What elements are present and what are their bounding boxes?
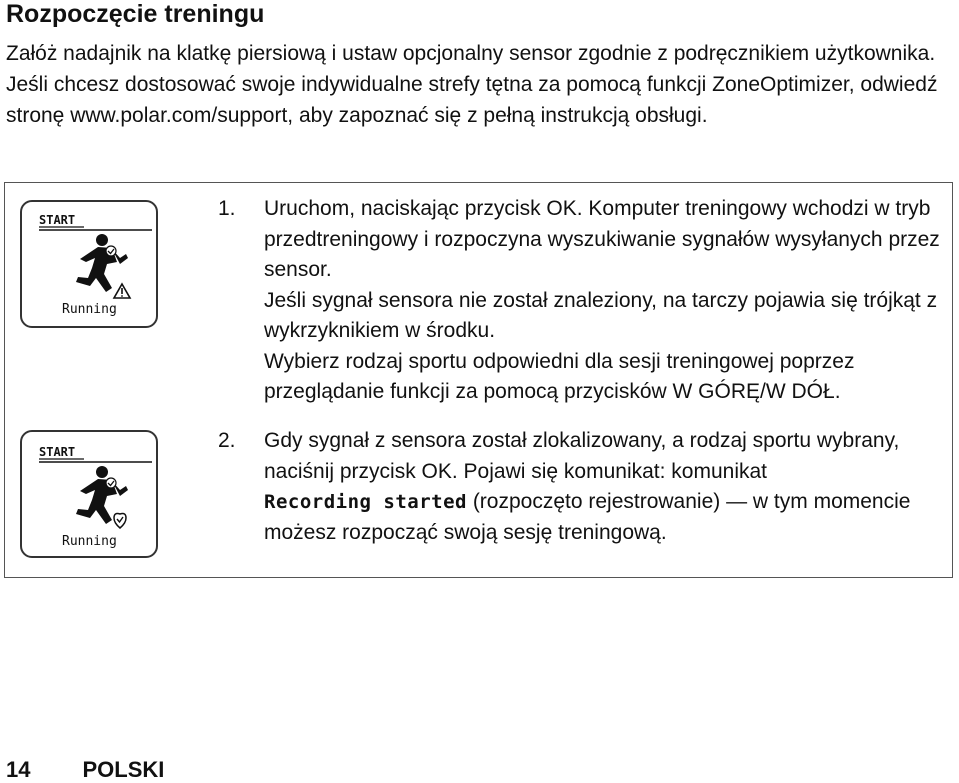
- device-screen-1: [20, 200, 158, 328]
- page-footer: [6, 757, 164, 783]
- runner-icon: [76, 234, 128, 292]
- footer-language: POLSKI: [82, 757, 165, 782]
- step-1-paragraph-3: Wybierz rodzaj sportu odpowiedni dla sesji treningowej poprzez przeglądanie funkcji za pomocą przycisków W GÓRĘ/W DÓŁ.: [264, 349, 855, 403]
- device-screen-2-bottom-label: Running: [62, 534, 117, 549]
- device-screen-1-top-label: START: [39, 213, 76, 227]
- device-screen-1-bottom-label: Running: [62, 302, 117, 317]
- heart-check-small-icon: [106, 478, 116, 488]
- step-1: [218, 194, 943, 408]
- display-message-recording-started: Recording started: [264, 491, 467, 513]
- page-number: 14: [6, 757, 31, 782]
- section-title: Rozpoczęcie treningu: [6, 0, 265, 28]
- step-1-number: 1.: [218, 197, 236, 220]
- step-2-text-after: (rozpoczęto rejestrowanie) — w tym momencie możesz rozpocząć swoją sesję treningową.: [264, 490, 911, 544]
- step-1-paragraph-1: Uruchom, naciskając przycisk OK. Komputer treningowy wchodzi w tryb przedtreningowy i rozpoczyna wyszukiwanie sygnałów wysyłanych przez sensor.: [264, 197, 940, 281]
- step-2: [218, 426, 943, 548]
- step-2-number: 2.: [218, 429, 236, 452]
- step-1-paragraph-2: Jeśli sygnał sensora nie został znaleziony, na tarczy pojawia się trójkąt z wykrzyknikiem w środku.: [264, 288, 938, 342]
- device-screen-2: [20, 430, 158, 558]
- warning-triangle-icon: [114, 284, 130, 298]
- device-screen-2-top-label: START: [39, 445, 76, 459]
- heart-check-icon: [114, 514, 126, 529]
- step-2-paragraph: [264, 426, 943, 548]
- intro-paragraph: Załóż nadajnik na klatkę piersiową i ustaw opcjonalny sensor zgodnie z podręcznikiem użytkownika. Jeśli chcesz dostosować swoje indywidualne strefy tętna za pomocą funkcji ZoneOptimizer, odwiedź stronę www.polar.com/support, aby zapoznać się z pełną instrukcją obsługi.: [6, 42, 938, 127]
- device-screen-1-graphic: [22, 202, 156, 326]
- step-2-text-before: Gdy sygnał z sensora został zlokalizowany, a rodzaj sportu wybrany, naciśnij przycisk OK. Pojawi się komunikat: komunikat: [264, 429, 900, 483]
- heart-check-small-icon: [106, 246, 116, 256]
- device-screen-2-graphic: [22, 432, 156, 556]
